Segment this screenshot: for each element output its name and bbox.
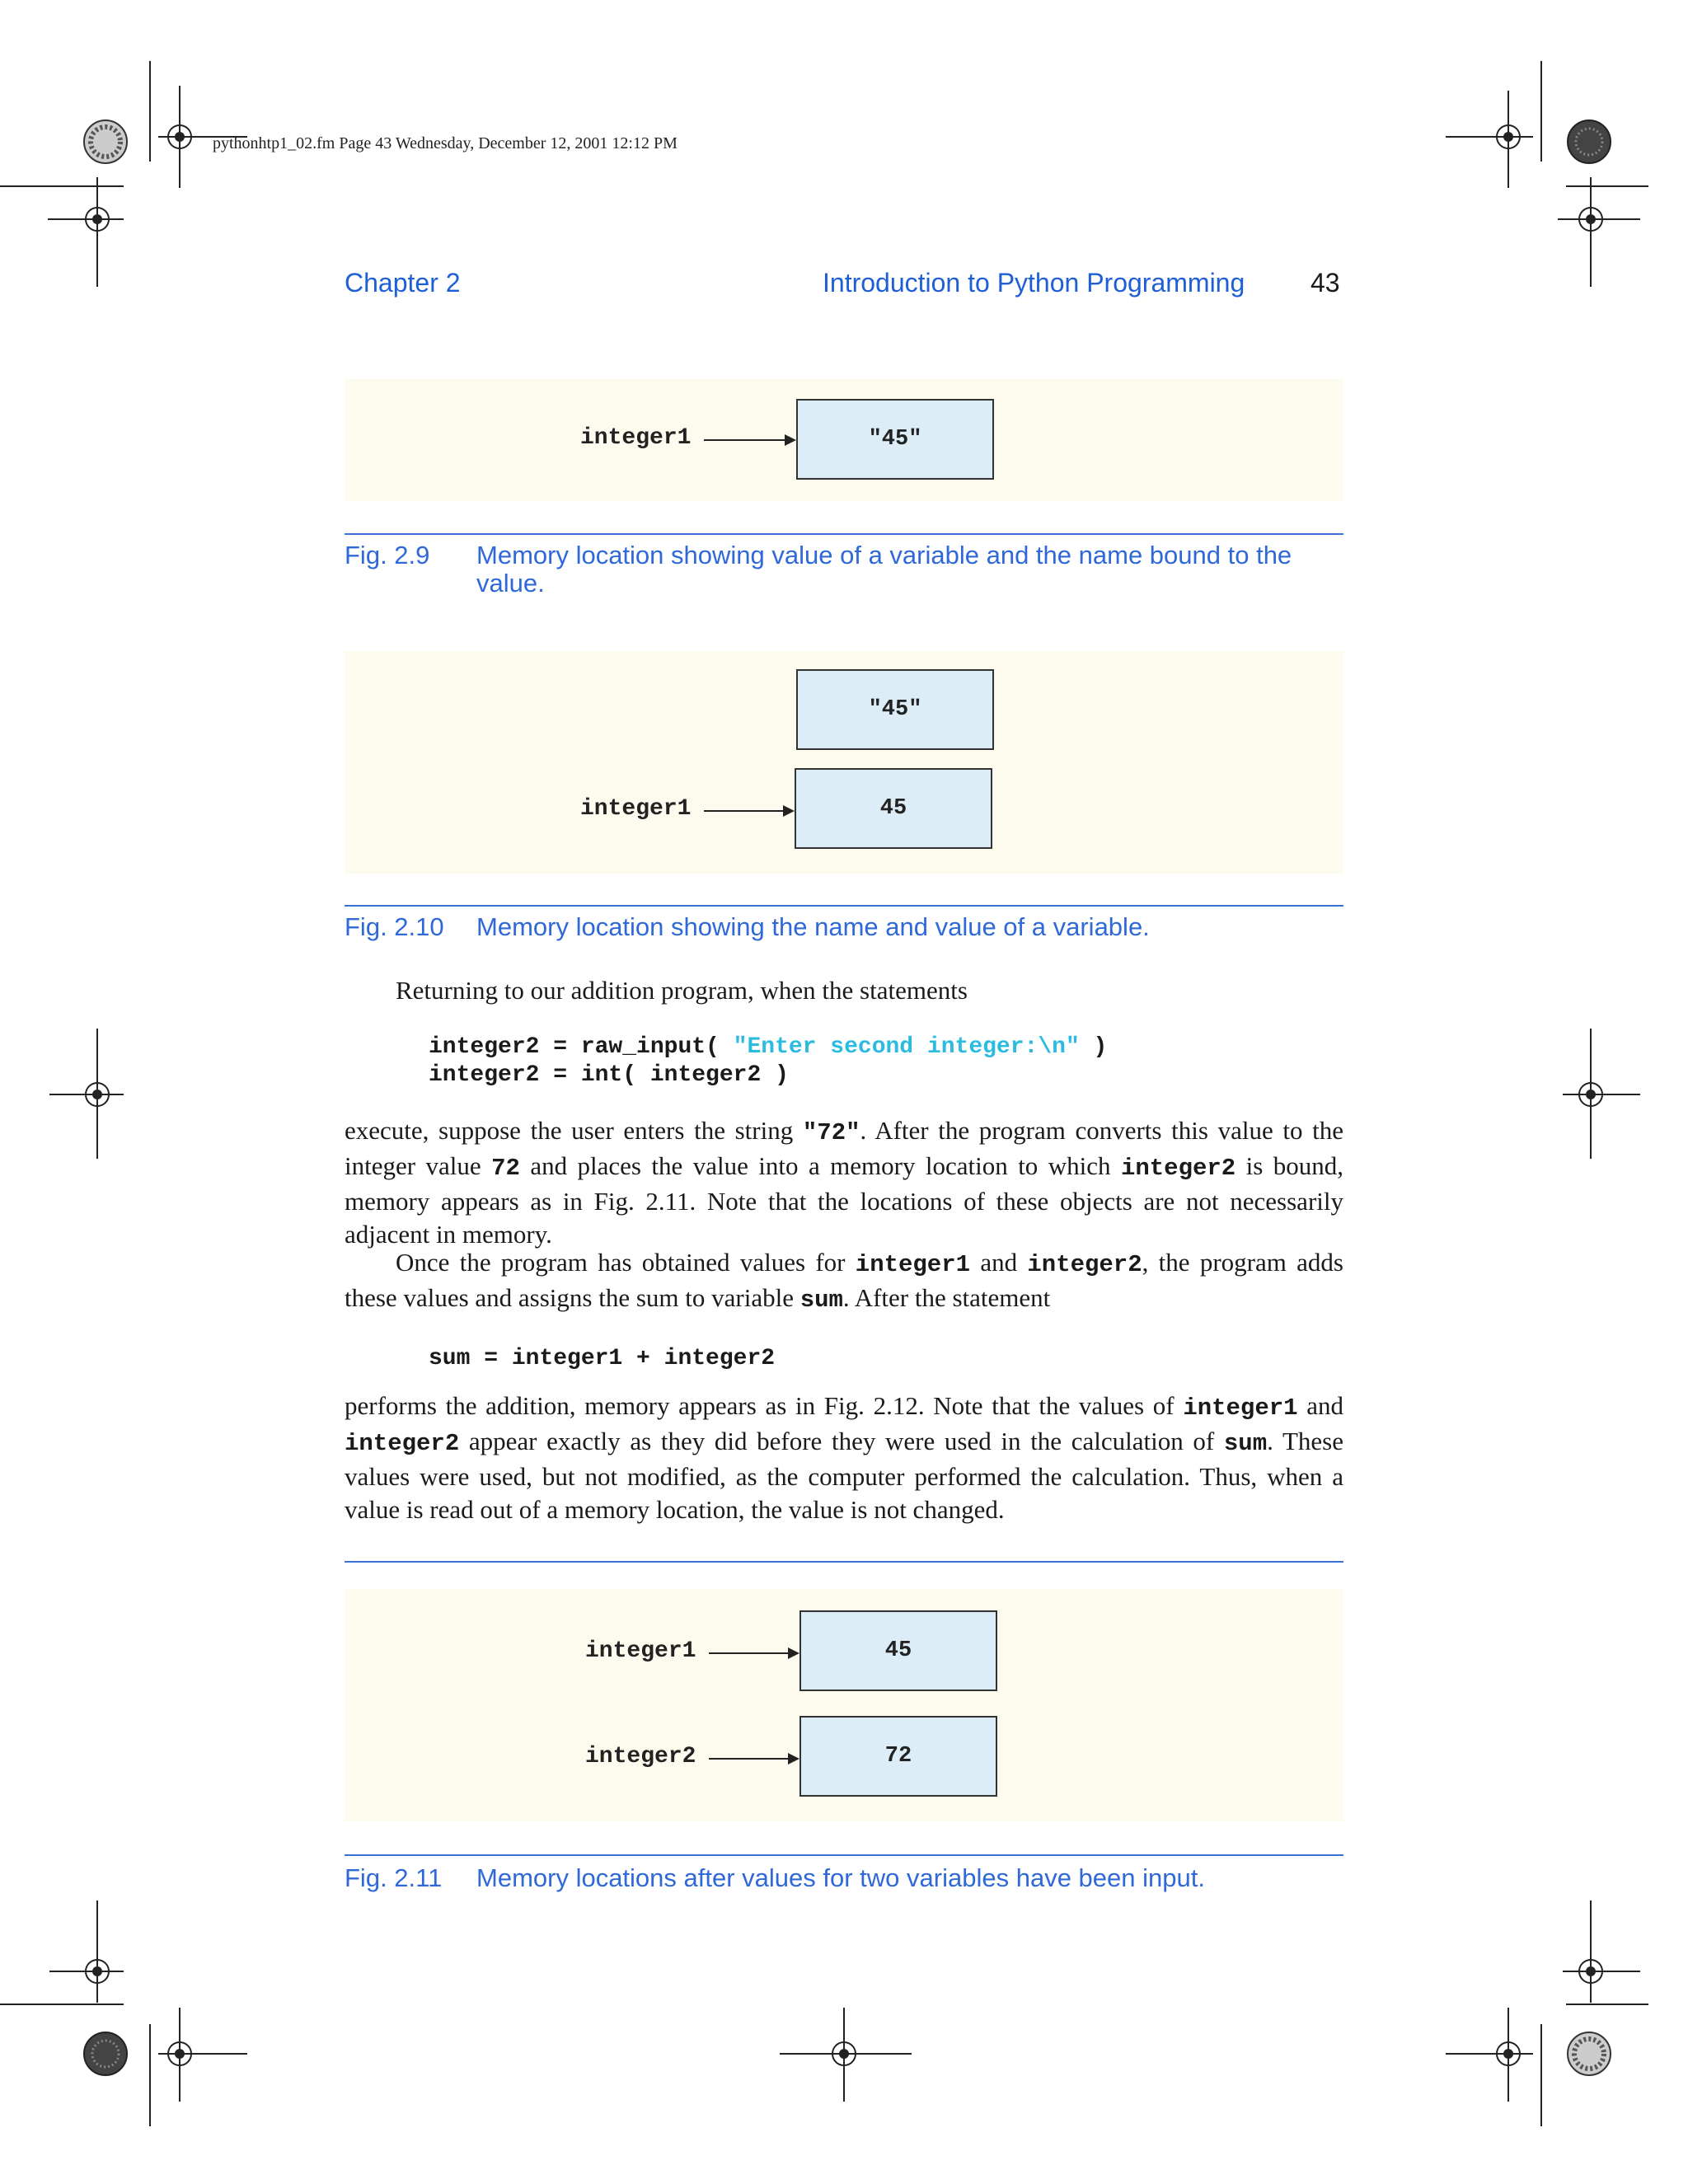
figure-2-9 <box>345 379 1343 501</box>
code-text: ) <box>1079 1034 1108 1060</box>
body-paragraph: execute, suppose the user enters the string "72". After the program converts this value to the integer value 72 and places the value into a memory location to which integer2 is bound, memory appears as in Fig. 2.11. Note that the locations of these objects are not necessarily adjacent in memory. <box>345 1116 1344 1249</box>
code-text: integer2 = int( integer2 ) <box>429 1062 789 1088</box>
figure-caption <box>345 1864 1343 1894</box>
running-header-title: Introduction to Python Programming <box>823 268 1245 298</box>
figure-2-10 <box>345 651 1343 874</box>
page-number: 43 <box>1311 268 1340 298</box>
figure-caption <box>345 541 1343 599</box>
code-block <box>429 1033 1107 1090</box>
arrow <box>704 810 793 812</box>
code-block: sum = integer1 + integer2 <box>429 1346 776 1371</box>
variable-label: integer2 <box>585 1744 696 1769</box>
memory-cell: "45" <box>796 399 994 480</box>
figure-2-11 <box>345 1589 1343 1821</box>
figure-label: Fig. 2.11 <box>345 1863 443 1892</box>
memory-cell: 72 <box>799 1716 997 1797</box>
variable-label: integer1 <box>580 425 692 451</box>
arrow <box>709 1758 798 1760</box>
arrow <box>709 1652 798 1654</box>
body-paragraph: Returning to our addition program, when the statements <box>396 976 968 1005</box>
body-paragraph: performs the addition, memory appears as in Fig. 2.12. Note that the values of integer1 and integer2 appear exactly as they did before they were used in the calculation of sum. These values were used, but not modified, as the computer performed the calculation. Thus, when a value is read out of a memory location, the value is not changed. <box>345 1391 1343 1524</box>
memory-cell-old: "45" <box>796 669 994 750</box>
memory-cell: 45 <box>795 768 992 849</box>
arrow <box>704 439 795 441</box>
caption-rule <box>345 533 1343 535</box>
caption-rule <box>345 1854 1343 1856</box>
print-slug: pythonhtp1_02.fm Page 43 Wednesday, December 12, 2001 12:12 PM <box>213 134 678 152</box>
running-header-chapter: Chapter 2 <box>345 268 461 298</box>
code-string: "Enter second integer:\n" <box>733 1034 1080 1060</box>
figure-top-rule <box>345 1561 1343 1563</box>
figure-label: Fig. 2.10 <box>345 912 444 941</box>
figure-caption-text: Memory location showing value of a variable and the name bound to the value. <box>476 541 1292 598</box>
figure-caption-text: Memory locations after values for two variables have been input. <box>476 1863 1205 1892</box>
code-text: integer2 = raw_input( <box>429 1034 734 1060</box>
figure-label: Fig. 2.9 <box>345 541 430 569</box>
body-paragraph: Once the program has obtained values for integer1 and integer2, the program adds these values and assigns the sum to variable sum. After the statement <box>345 1248 1343 1314</box>
caption-rule <box>345 905 1343 907</box>
figure-caption <box>345 913 1343 943</box>
variable-label: integer1 <box>585 1638 696 1664</box>
memory-cell: 45 <box>799 1610 997 1691</box>
figure-caption-text: Memory location showing the name and value of a variable. <box>476 912 1150 941</box>
variable-label: integer1 <box>580 796 692 822</box>
